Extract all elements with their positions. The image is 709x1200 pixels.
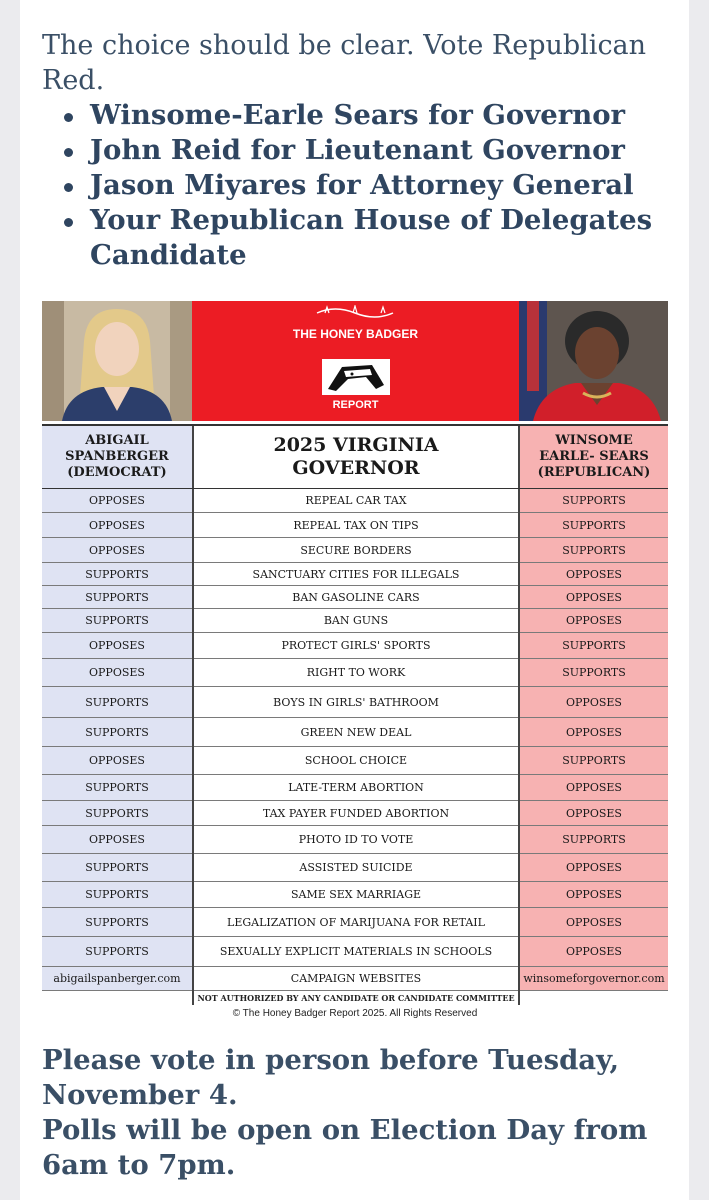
issue-cell: SEXUALLY EXPLICIT MATERIALS IN SCHOOLS [194,937,518,966]
table-header [42,425,668,488]
race-title: 2025 VIRGINIA GOVERNOR [194,425,518,488]
republican-position-cell: OPPOSES [520,586,668,608]
crest-icon [315,305,395,321]
bullet-icon [64,113,73,122]
republican-position-cell: winsomeforgovernor.com [520,967,668,990]
democrat-position-cell: SUPPORTS [42,586,192,608]
democrat-position-cell: SUPPORTS [42,687,192,717]
issue-cell: CAMPAIGN WEBSITES [194,967,518,990]
column-border [518,425,520,991]
bullet-icon [64,183,73,192]
comparison-flyer [42,301,668,1024]
republican-position-cell: OPPOSES [520,854,668,881]
header-border [42,424,668,426]
logo-title: THE HONEY BADGER [292,327,419,341]
democrat-position-cell: OPPOSES [42,633,192,658]
issue-cell: REPEAL CAR TAX [194,489,518,512]
issue-cell: SECURE BORDERS [194,538,518,562]
republican-position-cell: SUPPORTS [520,826,668,853]
copyright: © The Honey Badger Report 2025. All Rights Reserved [232,1008,478,1019]
democrat-position-cell: SUPPORTS [42,563,192,585]
list-item: Jason Miyares for Attorney General [42,168,682,203]
issue-cell: LEGALIZATION OF MARIJUANA FOR RETAIL [194,908,518,936]
issue-cell: PROTECT GIRLS' SPORTS [194,633,518,658]
row-divider [42,990,668,991]
republican-position-cell: OPPOSES [520,609,668,632]
vote-reminder: Please vote in person before Tuesday, November 4. Polls will be open on Election Day from 6am to 7pm. [42,1044,648,1181]
disclaimer: NOT AUTHORIZED BY ANY CANDIDATE OR CANDIDATE COMMITTEE [197,993,515,1003]
republican-position-cell: SUPPORTS [520,747,668,774]
column-border [518,991,520,1005]
issue-cell: ASSISTED SUICIDE [194,854,518,881]
democrat-position-cell: OPPOSES [42,747,192,774]
republican-position-cell: OPPOSES [520,801,668,825]
republican-header: WINSOME EARLE- SEARS (REPUBLICAN) [520,425,668,488]
democrat-position-cell: SUPPORTS [42,937,192,966]
issue-cell: GREEN NEW DEAL [194,718,518,746]
republican-position-cell: SUPPORTS [520,489,668,512]
header-border [42,488,668,489]
republican-position-cell: OPPOSES [520,908,668,936]
issue-cell: BAN GUNS [194,609,518,632]
republican-position-cell: OPPOSES [520,687,668,717]
issue-cell: LATE-TERM ABORTION [194,775,518,800]
democrat-position-cell: SUPPORTS [42,718,192,746]
democrat-position-cell: SUPPORTS [42,801,192,825]
issue-cell: SAME SEX MARRIAGE [194,882,518,907]
democrat-position-cell: OPPOSES [42,826,192,853]
list-item: Your Republican House of Delegates Candidate [42,203,682,273]
democrat-position-cell: abigailspanberger.com [42,967,192,990]
bullet-icon [64,218,73,227]
republican-position-cell: OPPOSES [520,937,668,966]
democrat-position-cell: SUPPORTS [42,609,192,632]
democrat-position-cell: SUPPORTS [42,908,192,936]
issue-cell: PHOTO ID TO VOTE [194,826,518,853]
column-border [192,425,194,991]
intro-text: The choice should be clear. Vote Republican Red. [42,30,647,96]
honey-badger-logo [192,301,519,421]
issue-cell: BOYS IN GIRLS' BATHROOM [194,687,518,717]
issue-cell: TAX PAYER FUNDED ABORTION [194,801,518,825]
democrat-position-cell: OPPOSES [42,513,192,537]
republican-position-cell: OPPOSES [520,563,668,585]
spanberger-photo [42,301,192,421]
list-item: John Reid for Lieutenant Governor [42,133,682,168]
republican-position-cell: SUPPORTS [520,659,668,686]
republican-position-cell: OPPOSES [520,775,668,800]
democrat-position-cell: SUPPORTS [42,854,192,881]
republican-position-cell: SUPPORTS [520,513,668,537]
issue-cell: REPEAL TAX ON TIPS [194,513,518,537]
democrat-position-cell: SUPPORTS [42,882,192,907]
democrat-header: ABIGAIL SPANBERGER (DEMOCRAT) [42,425,192,488]
candidate-list [42,98,682,273]
republican-position-cell: OPPOSES [520,882,668,907]
democrat-position-cell: OPPOSES [42,538,192,562]
democrat-position-cell: SUPPORTS [42,775,192,800]
list-item: Winsome-Earle Sears for Governor [42,98,682,133]
issue-cell: RIGHT TO WORK [194,659,518,686]
logo-subtitle: REPORT [332,399,379,411]
issue-cell: SCHOOL CHOICE [194,747,518,774]
democrat-position-cell: OPPOSES [42,489,192,512]
earle-sears-photo [519,301,668,421]
republican-position-cell: SUPPORTS [520,538,668,562]
bullet-icon [64,148,73,157]
republican-position-cell: SUPPORTS [520,633,668,658]
issue-cell: SANCTUARY CITIES FOR ILLEGALS [194,563,518,585]
democrat-position-cell: OPPOSES [42,659,192,686]
republican-position-cell: OPPOSES [520,718,668,746]
issue-cell: BAN GASOLINE CARS [194,586,518,608]
badger-icon [322,359,390,395]
